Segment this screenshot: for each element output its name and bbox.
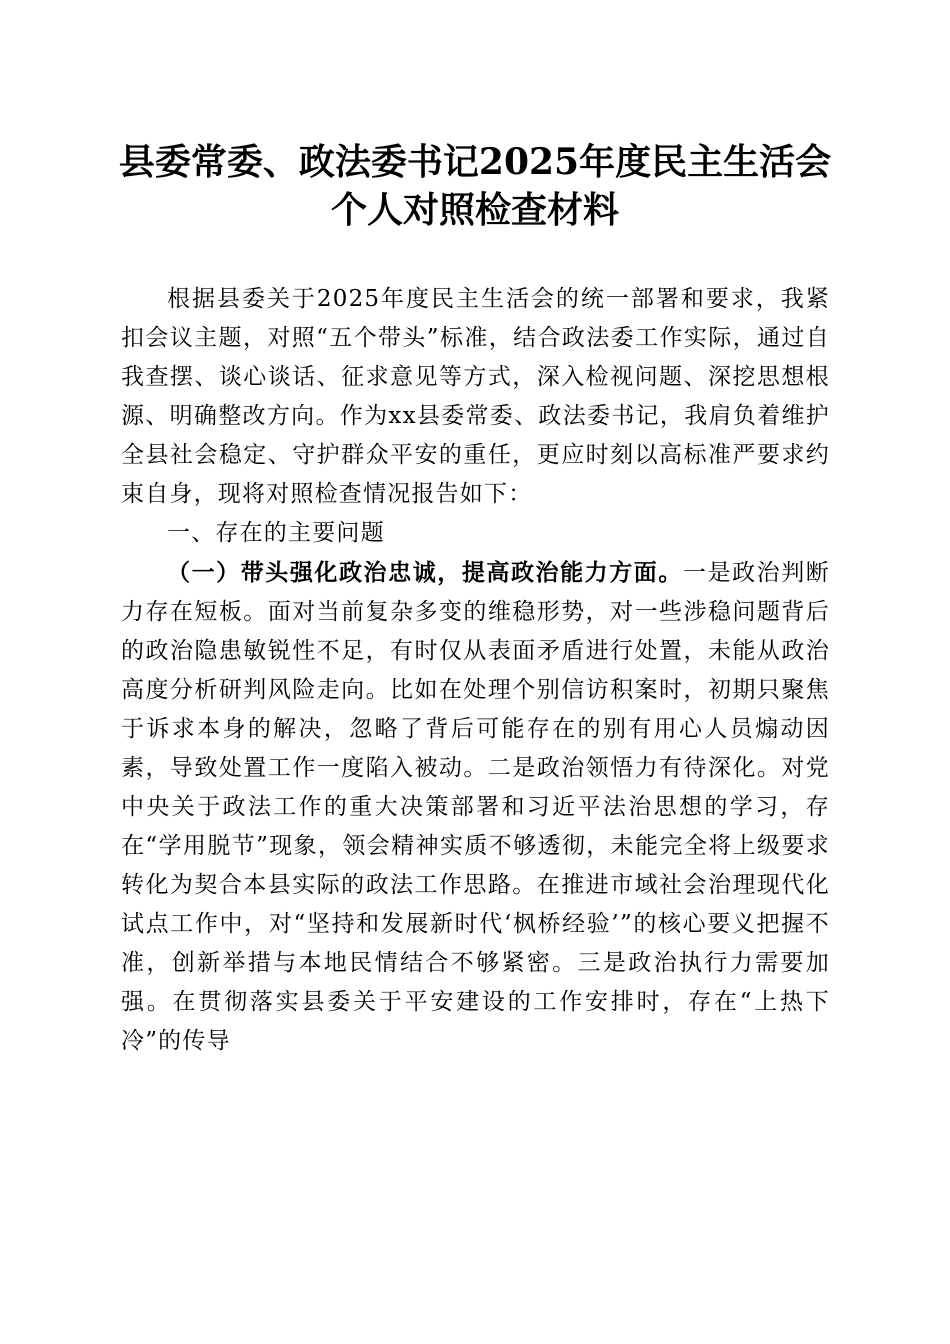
- subsection-paragraph-political-loyalty: [121, 553, 830, 1061]
- intro-paragraph: 根据县委关于2025年度民主生活会的统一部署和要求，我紧扣会议主题，对照“五个带头”标准，结合政法委工作实际，通过自我查摆、谈心谈话、征求意见等方式，深入检视问题、深挖思想根源、明确整改方向。作为xx县委常委、政法委书记，我肩负着维护全县社会稳定、守护群众平安的重任，更应时刻以高标准严要求约束自身，现将对照检查情况报告如下：: [121, 286, 830, 507]
- section-heading-problems: 一、存在的主要问题: [167, 520, 385, 546]
- subsection-heading: （一）带头强化政治忠诚，提高政治能力方面。: [167, 559, 683, 586]
- title-line-1: 县委常委、政法委书记2025年度民主生活会: [118, 141, 832, 183]
- document-body: [121, 280, 830, 1061]
- title-line-2: 个人对照检查材料: [330, 189, 619, 231]
- document-title: [90, 138, 860, 234]
- subsection-body: 一是政治判断力存在短板。面对当前复杂多变的维稳形势，对一些涉稳问题背后的政治隐患敏锐性不足，有时仅从表面矛盾进行处置，未能从政治高度分析研判风险走向。比如在处理个别信访积案时，初期只聚焦于诉求本身的解决，忽略了背后可能存在的别有用心人员煽动因素，导致处置工作一度陷入被动。二是政治领悟力有待深化。对党中央关于政法工作的重大决策部署和习近平法治思想的学习，存在“学用脱节”现象，领会精神实质不够透彻，未能完全将上级要求转化为契合本县实际的政法工作思路。在推进市域社会治理现代化试点工作中，对“坚持和发展新时代‘枫桥经验’”的核心要义把握不准，创新举措与本地民情结合不够紧密。三是政治执行力需要加强。在贯彻落实县委关于平安建设的工作安排时，存在“上热下冷”的传导: [121, 560, 830, 1054]
